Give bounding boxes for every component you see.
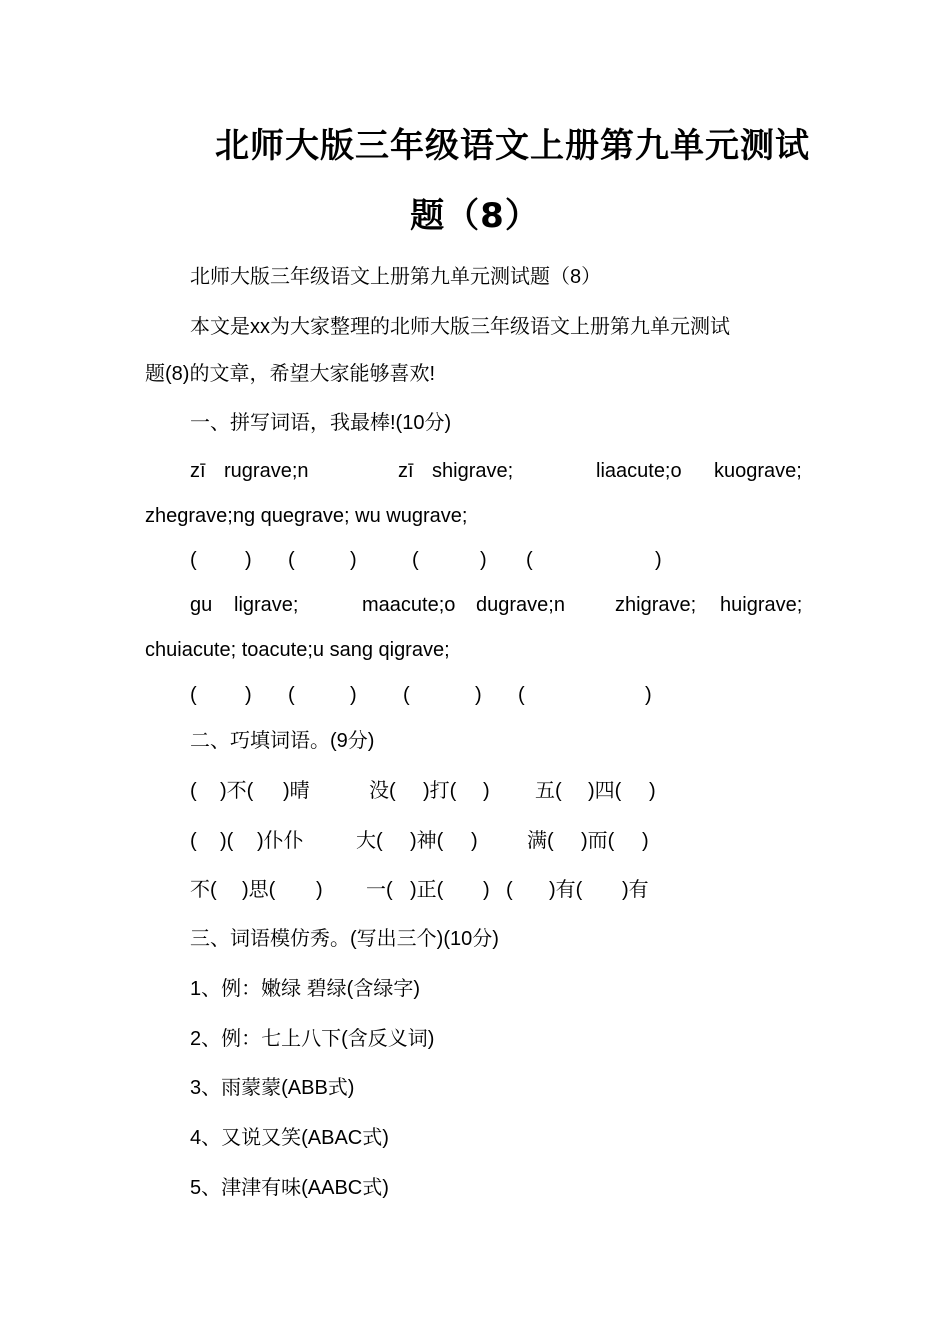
intro-description-line1: 本文是xx为大家整理的北师大版三年级语文上册第九单元测试 bbox=[190, 316, 730, 338]
fill-part: )思( bbox=[242, 879, 276, 901]
fill-part: 大( bbox=[356, 830, 383, 852]
fill-part: ) bbox=[483, 879, 490, 901]
fill-part: ( bbox=[190, 780, 197, 802]
blank-paren: ( bbox=[288, 549, 295, 571]
intro-subtitle: 北师大版三年级语文上册第九单元测试题（8） bbox=[190, 266, 602, 288]
fill-part: )有 bbox=[622, 879, 649, 901]
pinyin-item: zī bbox=[398, 460, 414, 482]
pinyin-item: zī bbox=[190, 460, 206, 482]
blank-paren: ) bbox=[245, 549, 252, 571]
fill-part: ) bbox=[649, 780, 656, 802]
document-title-line1: 北师大版三年级语文上册第九单元测试 bbox=[215, 126, 810, 166]
fill-part: )而( bbox=[581, 830, 615, 852]
blank-paren: ( bbox=[190, 684, 197, 706]
section3-heading: 三、词语模仿秀。(写出三个)(10分) bbox=[190, 928, 499, 950]
fill-part: ) bbox=[316, 879, 323, 901]
fill-part: ( bbox=[190, 830, 197, 852]
blank-paren: ( bbox=[288, 684, 295, 706]
fill-part: )正( bbox=[410, 879, 444, 901]
section2-heading: 二、巧填词语。(9分) bbox=[190, 730, 375, 752]
fill-part: 一( bbox=[366, 879, 393, 901]
fill-part: 满( bbox=[527, 830, 554, 852]
blank-paren: ) bbox=[655, 549, 662, 571]
fill-part: ) bbox=[483, 780, 490, 802]
fill-part: )( bbox=[220, 830, 234, 852]
fill-part: )有( bbox=[549, 879, 583, 901]
blank-paren: ) bbox=[475, 684, 482, 706]
pinyin-item: zhigrave; bbox=[615, 594, 697, 616]
fill-part: )晴 bbox=[283, 780, 310, 802]
exercise-item: 3、雨蒙蒙(ABB式) bbox=[190, 1077, 355, 1099]
fill-part: )打( bbox=[423, 780, 457, 802]
fill-part: ) bbox=[642, 830, 649, 852]
section1-heading: 一、拼写词语，我最棒!(10分) bbox=[190, 412, 452, 434]
fill-part: )神( bbox=[410, 830, 444, 852]
pinyin-item: maacute;o bbox=[362, 594, 456, 616]
exercise-item: 5、津津有味(AABC式) bbox=[190, 1177, 389, 1199]
pinyin-item: kuograve; bbox=[714, 460, 802, 482]
blank-paren: ( bbox=[412, 549, 419, 571]
fill-part: 不( bbox=[190, 879, 217, 901]
blank-paren: ( bbox=[190, 549, 197, 571]
pinyin-row-2-continued: chuiacute; toacute;u sang qigrave; bbox=[145, 639, 450, 661]
exercise-item: 4、又说又笑(ABAC式) bbox=[190, 1127, 389, 1149]
fill-part: )不( bbox=[220, 780, 254, 802]
blank-paren: ( bbox=[526, 549, 533, 571]
fill-part: )四( bbox=[588, 780, 622, 802]
pinyin-item: liaacute;o bbox=[596, 460, 682, 482]
fill-part: 五( bbox=[535, 780, 562, 802]
blank-paren: ) bbox=[350, 549, 357, 571]
pinyin-item: dugrave;n bbox=[476, 594, 565, 616]
document-title-line2: 题（8） bbox=[410, 196, 540, 236]
blank-paren: ( bbox=[518, 684, 525, 706]
pinyin-item: gu bbox=[190, 594, 213, 616]
pinyin-row-1-continued: zhegrave;ng quegrave; wu wugrave; bbox=[145, 505, 468, 527]
fill-part: )仆仆 bbox=[257, 830, 304, 852]
blank-paren: ) bbox=[245, 684, 252, 706]
blank-paren: ) bbox=[350, 684, 357, 706]
blank-paren: ) bbox=[645, 684, 652, 706]
blank-paren: ( bbox=[403, 684, 410, 706]
fill-part: ) bbox=[471, 830, 478, 852]
exercise-item: 2、例：七上八下(含反义词) bbox=[190, 1028, 435, 1050]
intro-description-line2: 题(8)的文章，希望大家能够喜欢! bbox=[145, 363, 435, 385]
pinyin-item: ligrave; bbox=[234, 594, 299, 616]
exercise-item: 1、例：嫩绿 碧绿(含绿字) bbox=[190, 978, 420, 1000]
pinyin-item: rugrave;n bbox=[224, 460, 309, 482]
pinyin-item: huigrave; bbox=[720, 594, 803, 616]
pinyin-item: shigrave; bbox=[432, 460, 514, 482]
fill-part: 没( bbox=[369, 780, 396, 802]
blank-paren: ) bbox=[480, 549, 487, 571]
fill-part: ( bbox=[506, 879, 513, 901]
